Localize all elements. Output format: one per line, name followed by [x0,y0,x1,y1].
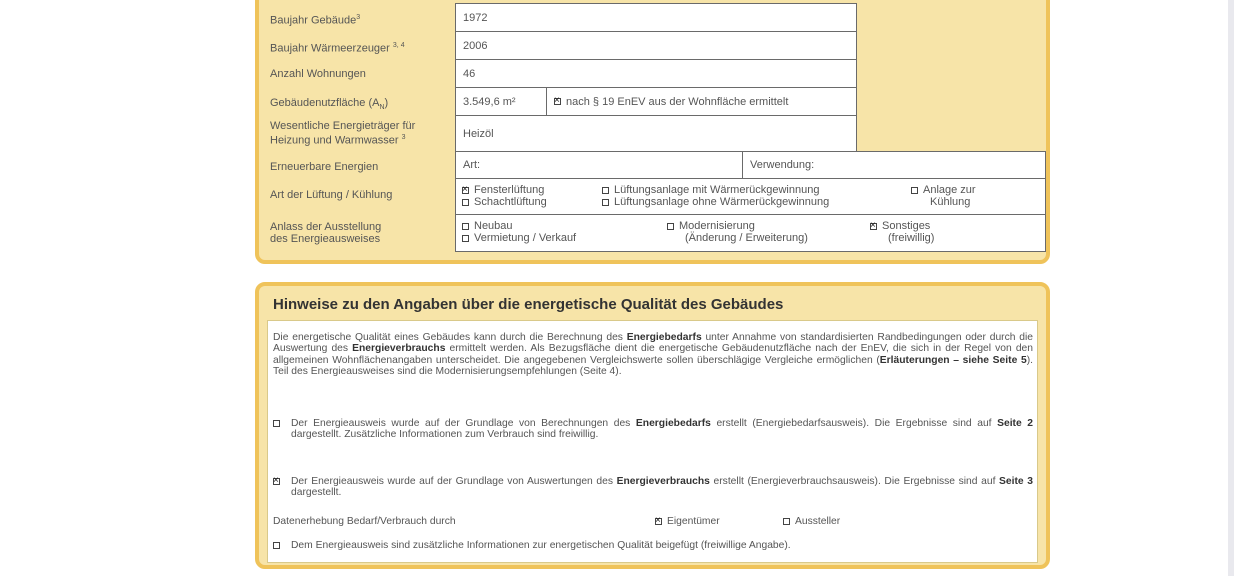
label-lueftung: Art der Lüftung / Kühlung [270,189,393,201]
option-aussteller: Aussteller [783,516,840,527]
option-bedarfsausweis: Der Energieausweis wurde auf der Grundlage von Berechnungen des Energiebedarfs erstellt (Energiebedarfsausweis). Die Ergebnisse sind auf Seite 2 dargestellt. Zusätzliche Informationen zum Verbrauch sind freiwillig. [273,418,1033,441]
label-energietraeger: Wesentliche Energieträger für Heizung und Warmwasser $^3$ [270,120,416,147]
checkbox-checked-icon [655,518,662,525]
checkbox-icon [462,223,469,230]
option-verbrauchsausweis: × Der Energieausweis wurde auf der Grundlage von Auswertungen des Energieverbrauchs erstellt (Energieverbrauchsausweis). Die Ergebnisse sind auf Seite 3 dargestellt. [273,476,1033,499]
value-gebaeudenutzflaeche: 3.549,6 m² [455,87,547,116]
value-anzahl-wohnungen: 46 [455,59,857,88]
value-erneuerbare-art: Art: [455,151,743,179]
checkbox-checked-icon [870,223,877,230]
hints-card [255,282,1050,569]
option-lueftung-mit-wrg: Lüftungsanlage mit Wärmerückgewinnung [602,184,819,196]
anlass-options [455,214,1046,252]
hints-paragraph: Die energetische Qualität eines Gebäudes kann durch die Berechnung des Energiebedarfs unter Annahme von standardisierten Randbedingungen oder durch die Auswertung des Energieverbrauchs ermittelt werden. Als Bezugsfläche dient die energetische Gebäudenutzfläche nach der EnEV, die sich in der Regel von den allgemeinen Wohnflächenangaben unterscheidet. Die angegebenen Vergleichswerte sollen überschlägige Vergleiche ermöglichen (Erläuterungen – siehe Seite 5). Teil des Energieausweises sind die Modernisierungsempfehlungen (Seite 4). [273,332,1034,377]
option-zusatzinfo: Dem Energieausweis sind zusätzliche Informationen zur energetischen Qualität beigefügt (freiwillige Angabe). [273,540,1033,551]
checkbox-icon [783,518,790,525]
value-baujahr-waermeerzeuger: 2006 [455,31,857,60]
checkbox-icon [667,223,674,230]
label-gebaeudenutzflaeche: Gebäudenutzfläche $(A_N)$ [270,97,389,112]
option-schachtlueftung: Schachtlüftung [462,196,547,208]
checkbox-icon [462,199,469,206]
value-erneuerbare-verwendung: Verwendung: [742,151,1046,179]
checkbox-checked-icon [462,187,469,194]
value-baujahr-gebaeude: 1972 [455,3,857,32]
checkbox-checked-icon [554,98,561,105]
option-lueftung-ohne-wrg: Lüftungsanlage ohne Wärmerückgewinnung [602,196,829,208]
label-erneuerbare: Erneuerbare Energien [270,161,379,173]
scan-edge [1228,0,1234,576]
lueftung-options [455,178,1046,215]
datenerhebung-label: Datenerhebung Bedarf/Verbrauch durch [273,516,456,527]
building-data-card [255,0,1050,264]
option-kuehlung: Anlage zur Kühlung [911,184,976,208]
checkbox-checked-icon [273,478,280,485]
datenerhebung-row [273,516,1033,527]
hints-title: Hinweise zu den Angaben über die energetische Qualität des Gebäudes [273,296,784,313]
checkbox-icon [273,420,280,427]
option-eigentuemer: × Eigentümer [655,516,720,527]
value-energietraeger: Heizöl [455,115,857,152]
nutzflaeche-method: × nach § 19 EnEV aus der Wohnfläche ermittelt [546,87,857,116]
checkbox-icon [602,187,609,194]
option-neubau: Neubau [462,220,513,232]
option-fensterlueftung: × Fensterlüftung [462,184,544,196]
option-modernisierung: Modernisierung (Änderung / Erweiterung) [667,220,808,244]
label-baujahr-gebaeude: Baujahr Gebäude$^3$ [270,14,361,27]
checkbox-icon [462,235,469,242]
option-sonstiges: ×Sonstiges (freiwillig) [870,220,934,244]
option-vermietung: Vermietung / Verkauf [462,232,576,244]
label-baujahr-waermeerzeuger: Baujahr Wärmeerzeuger $^{3, 4}$ [270,42,405,55]
label-anlass: Anlass der Ausstellung des Energieausweises [270,221,382,245]
checkbox-icon [911,187,918,194]
label-anzahl-wohnungen: Anzahl Wohnungen [270,68,366,80]
checkbox-icon [273,542,280,549]
checkbox-icon [602,199,609,206]
